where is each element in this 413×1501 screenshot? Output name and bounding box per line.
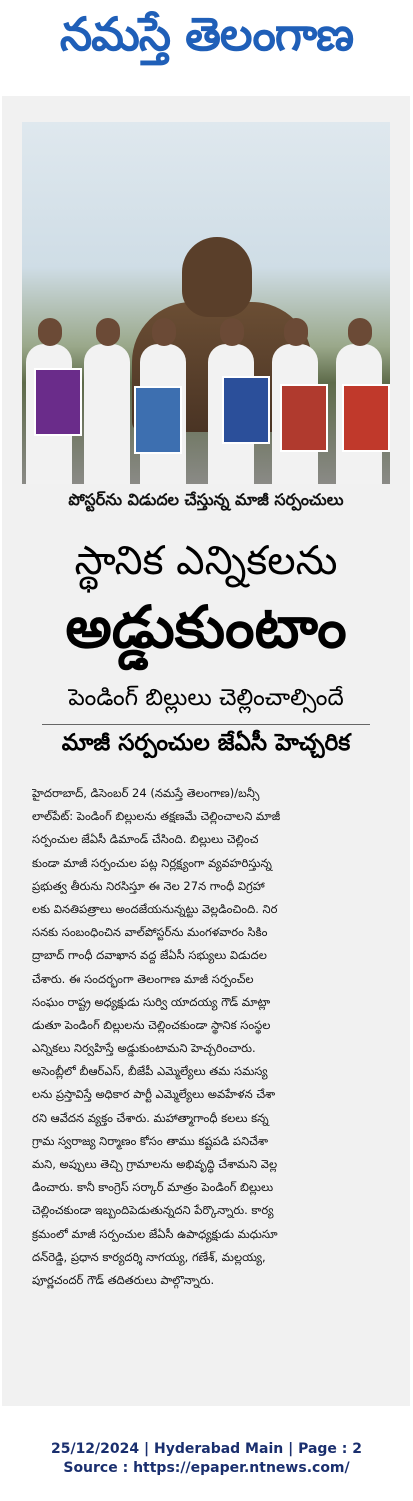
source-link[interactable]: Source : https://epaper.ntnews.com/ [63,1460,350,1476]
news-photo [22,122,390,484]
body-line: లను ప్రస్తావిస్తే అధికార పార్టీ ఎమ్మెల్యేలు అవహేళన చేశా [32,1087,276,1102]
body-line: గ్రామ స్వరాజ్య నిర్మాణం కోసం తాము కష్టపడి పనిచేశా [32,1133,269,1148]
poster-image [222,376,270,444]
subheadline-2: మాజీ సర్పంచుల జేఏసీ హెచ్చరిక [61,730,351,756]
edition-info: 25/12/2024 | Hyderabad Main | Page : 2 [50,1441,363,1457]
body-line: హైదరాబాద్, డిసెంబర్ 24 (నమస్తే తెలంగాణ)/బన్సీ [32,786,260,800]
body-line: ఎన్నికలు నిర్వహిస్తే అడ్డుకుంటామని హెచ్చరించారు. [32,1041,256,1056]
page-footer [0,1440,413,1478]
newspaper-masthead: నమస్తే తెలంగాణ [59,7,354,61]
body-line: సర్పంచుల జేఏసీ డిమాండ్ చేసింది. బిల్లులు చెల్లించ [32,832,259,847]
body-line: డించారు. కానీ కాంగ్రెస్ సర్కార్ మాత్రం పెండింగ్ బిల్లులు [32,1180,274,1195]
body-line: మని, అప్పులు తెచ్చి గ్రామాలను అభివృద్ధి చేశామని వెల్ల [32,1157,278,1171]
body-line: లకు వినతిపత్రాలు అందజేయనున్నట్టు వెల్లడించింది. నిర [32,901,278,916]
statue-head [182,237,252,317]
body-line: సనకు సంబంధించిన వాల్‌పోస్టర్‌ను మంగళవారం సికిం [32,925,268,940]
body-line: ప్రభుత్వ తీరును నిరసిస్తూ ఈ నెల 27న గాంధీ విగ్రహా [32,878,265,893]
body-line: పూర్ణచందర్ గౌడ్ తదితరులు పాల్గొన్నారు. [32,1272,215,1287]
poster-image [34,368,82,436]
body-line: లాల్‌పేట్: పెండింగ్ బిల్లులను తక్షణమే చెల్లించాలని మాజీ [32,809,281,824]
headline-line-2: అడ్డుకుంటాం [65,592,347,661]
body-line: చెల్లించకుండా ఇబ్బందిపెడుతున్నదని పేర్కొన్నారు. కార్య [32,1203,274,1218]
subheadline-1: పెండింగ్ బిల్లులు చెల్లించాల్సిందే [68,685,344,711]
body-line: ద్రాబాద్ గాంధీ దవాఖాన వద్ద జేఏసీ సభ్యులు విడుదల [32,948,267,963]
person-figure [84,344,130,484]
divider [42,724,370,725]
poster-image [280,384,328,452]
body-line: కుండా మాజీ సర్పంచుల పట్ల నిర్లక్ష్యంగా వ్యవహరిస్తున్న [32,855,272,870]
article-body [32,782,382,1382]
poster-image [134,386,182,454]
body-line: డుతూ పెండింగ్ బిల్లులను చెల్లించకుండా స్థానిక సంస్థల [32,1017,271,1032]
photo-caption: పోస్టర్‌ను విడుదల చేస్తున్న మాజీ సర్పంచులు [68,489,344,509]
body-line: చేశారు. ఈ సందర్భంగా తెలంగాణ మాజీ సర్పంచ్‌ల [32,971,254,986]
body-line: క్రమంలో మాజీ సర్పంచుల జేఏసీ ఉపాధ్యక్షుడు మధుసూ [32,1226,278,1241]
headline-line-1: స్థానిక ఎన్నికలను [74,538,338,584]
body-line: రని ఆవేదన వ్యక్తం చేశారు. మహాత్మాగాంధీ కలలు కన్న [32,1110,269,1125]
body-line: సంఘం రాష్ట్ర అధ్యక్షుడు సుర్వి యాదయ్య గౌడ్ మాట్లా [32,994,271,1009]
body-line: అసెంబ్లీలో బీఆర్‌ఎస్, బీజేపీ ఎమ్మెల్యేలు తమ సమస్య [32,1064,268,1079]
poster-image [342,384,390,452]
body-line: దన్‌రెడ్డి, ప్రధాన కార్యదర్శి నాగయ్య, గణేశ్, మల్లయ్య, [32,1249,266,1264]
